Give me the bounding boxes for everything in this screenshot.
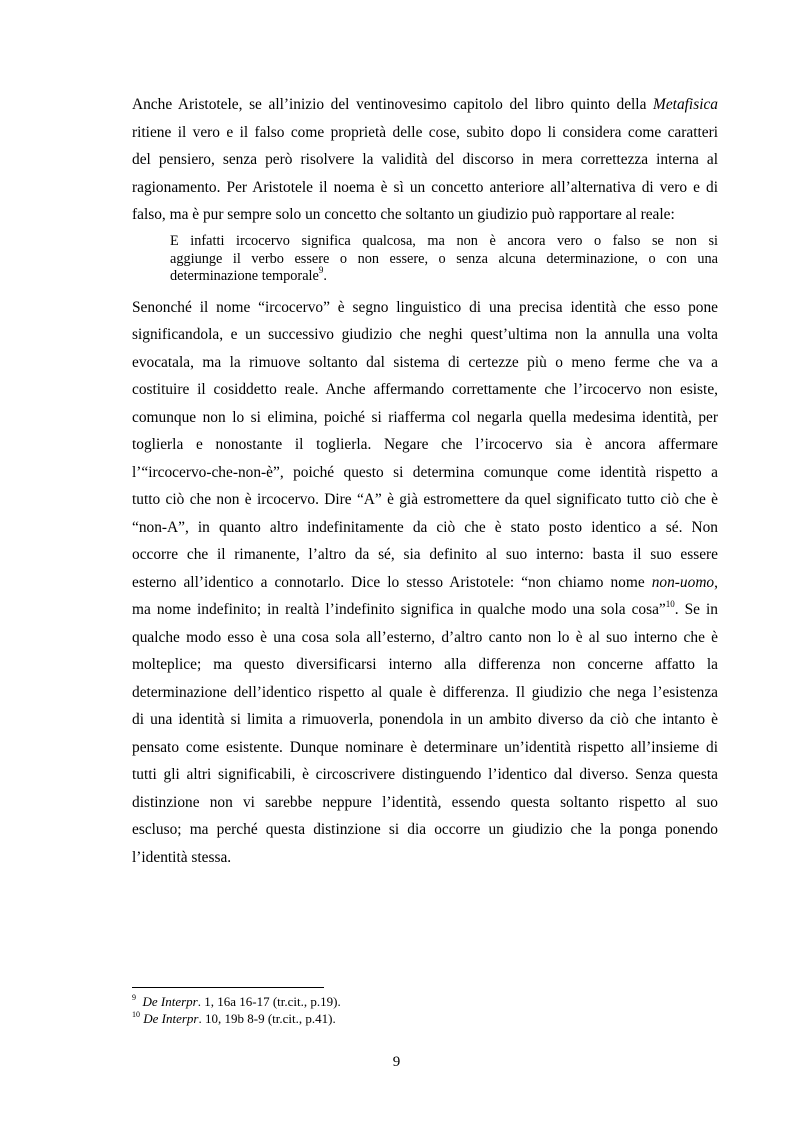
footnote-9 (132, 994, 341, 1010)
text-line: del pensiero, senza però risolvere la validità del discorso in mera correttezza interna al (132, 151, 718, 168)
text-line: falso, ma è pur sempre solo un concetto che soltanto un giudizio può rapportare al reale: (132, 206, 675, 223)
footnote-work-title: De Interpr (143, 1011, 199, 1026)
text-line: determinazione dell’identico rispetto al quale è differenza. Il giudizio che nega l’esistenza (132, 684, 718, 701)
italic-term: Metafisica (653, 96, 718, 113)
quote-line: determinazione temporale$^9$. (170, 265, 327, 284)
footnote-number: 10 (132, 1009, 140, 1019)
text-line: ritiene il vero e il falso come proprietà delle cose, subito dopo li considera come caratteri (132, 124, 718, 141)
text-line: toglierla e nonostante il toglierla. Negare che l’ircocervo sia è ancora affermare (132, 436, 718, 453)
footnote-separator (132, 987, 324, 988)
text-line: comunque non lo si elimina, poiché si riafferma col negarla quella medesima identità, per (132, 409, 718, 426)
text-line: l’“ircocervo-che-non-è”, poiché questo si determina comunque come identità rispetto a (132, 464, 718, 481)
text-line: occorre che il rimanente, l’altro da sé, sia definito al suo interno: basta il suo essere (132, 546, 718, 563)
quote-line: aggiunge il verbo essere o non essere, o senza alcuna determinazione, o con una (170, 251, 718, 267)
footnote-10 (132, 1011, 336, 1027)
text-line: ma nome indefinito; in realtà l’indefinito significa in qualche modo una sola cosa”$^{10}$. Se in (132, 598, 718, 618)
text-line: evocatala, ma la rimuove soltanto dal sistema di certezze più o meno ferme che va a (132, 354, 718, 371)
footnote-citation: . 1, 16a 16-17 (tr.cit., p.19). (197, 994, 341, 1009)
text-line: di una identità si limita a rimuoverla, ponendola in un ambito diverso da ciò che intanto è (132, 711, 718, 728)
text-line: distinzione non vi sarebbe neppure l’identità, essendo questa soltanto rispetto al suo (132, 794, 718, 811)
footnote-number: 9 (132, 992, 136, 1002)
page-number: 9 (392, 1054, 401, 1070)
text-line: tutto ciò che non è ircocervo. Dire “A” è già estromettere da quel significato tutto ciò che è (132, 491, 718, 508)
text-line: molteplice; ma questo diversificarsi interno alla differenza non concerne affatto la (132, 656, 718, 673)
quote-line: E infatti ircocervo significa qualcosa, ma non è ancora vero o falso se non si (170, 233, 718, 249)
footnote-ref-10: 10 (665, 598, 675, 609)
text-line: qualche modo esso è una cosa sola all’esterno, d’altro canto non lo è al suo interno che è (132, 629, 718, 646)
italic-term: non-uomo (651, 574, 715, 591)
text-line: esterno all’identico a connotarlo. Dice lo stesso Aristotele: “non chiamo nome non-uomo, (132, 574, 718, 591)
text-line: pensato come esistente. Dunque nominare è determinare un’identità rispetto all’insieme di (132, 739, 718, 756)
text-line: Anche Aristotele, se all’inizio del ventinovesimo capitolo del libro quinto della Metafisica (132, 96, 718, 113)
text-line: l’identità stessa. (132, 849, 232, 866)
footnote-ref-9: 9 (318, 265, 324, 276)
text-line: “non-A”, in quanto altro indefinitamente da ciò che è stato posto identico a sé. Non (132, 519, 718, 536)
text-line: ragionamento. Per Aristotele il noema è sì un concetto anteriore all’alternativa di vero e di (132, 179, 718, 196)
footnote-work-title: De Interpr (142, 994, 198, 1009)
footnote-citation: . 10, 19b 8-9 (tr.cit., p.41). (198, 1011, 336, 1026)
text-line: tutti gli altri significabili, è circoscrivere distinguendo l’identico dal diverso. Senza questa (132, 766, 718, 783)
text-line: significandola, e un successivo giudizio che neghi quest’ultima non la annulla una volta (132, 326, 718, 343)
text-line: escluso; ma perché questa distinzione si dia occorre un giudizio che la ponga ponendo (132, 821, 718, 838)
text-line: costituire il cosiddetto reale. Anche affermando correttamente che l’ircocervo non esiste, (132, 381, 718, 398)
text-line: Senonché il nome “ircocervo” è segno linguistico di una precisa identità che esso pone (132, 299, 718, 316)
